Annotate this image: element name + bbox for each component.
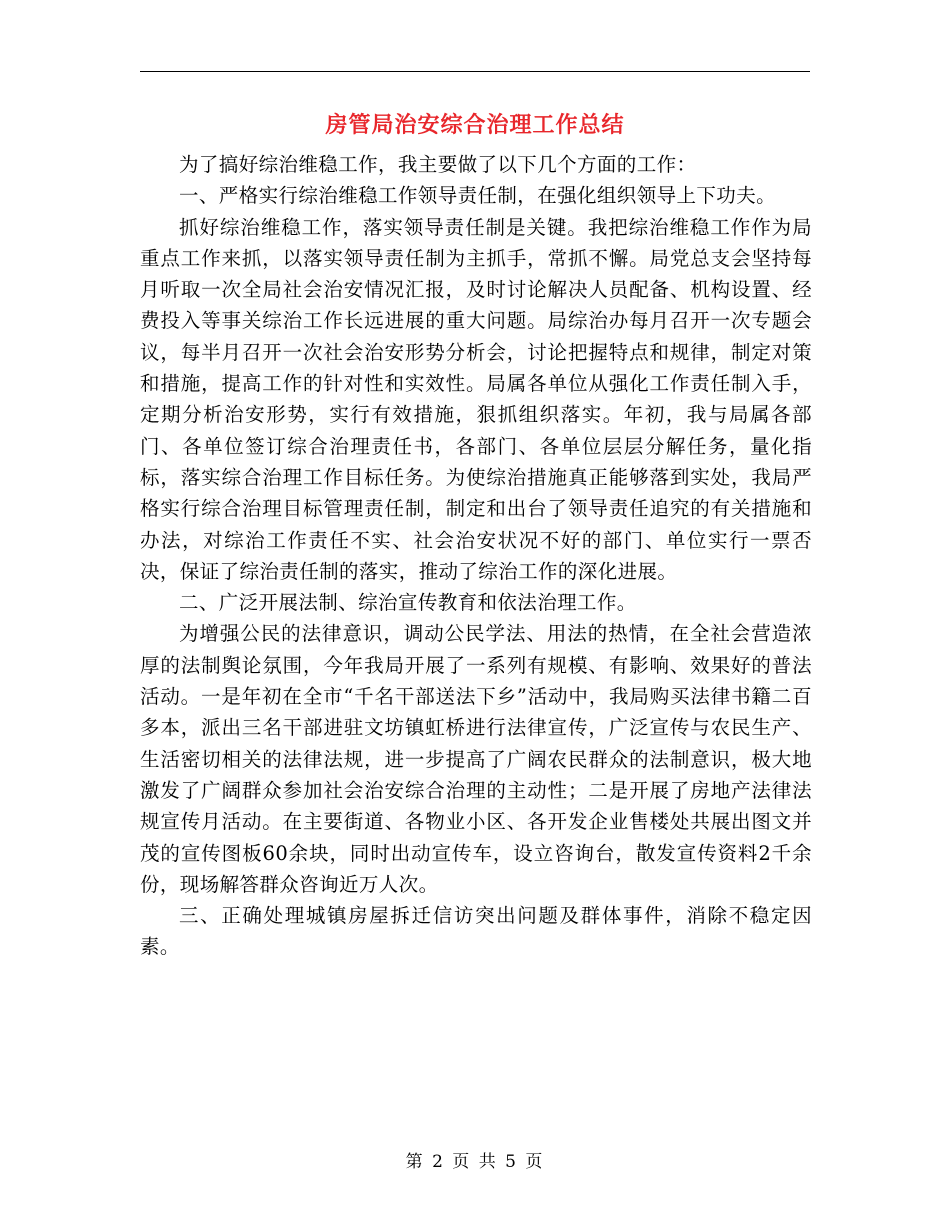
paragraph-section-2: 为增强公民的法律意识，调动公民学法、用法的热情，在全社会营造浓厚的法制舆论氛围，今年我局开展了一系列有规模、有影响、效果好的普法活动。一是年初在全市“千名干部送法下乡”活动中，我局购买法律书籍二百多本，派出三名干部进驻文坊镇虹桥进行法律宣传，广泛宣传与农民生产、生活密切相关的法律法规，进一步提高了广阔农民群众的法制意识，极大地激发了广阔群众参加社会治安综合治理的主动性；二是开展了房地产法律法规宣传月活动。在主要街道、各物业小区、各开发企业售楼处共展出图文并茂的宣传图板60余块，同时出动宣传车，设立咨询台，散发宣传资料2千余份，现场解答群众咨询近万人次。 [140, 622, 812, 896]
paragraph-heading-3: 三、正确处理城镇房屋拆迁信访突出问题及群体事件，消除不稳定因素。 [140, 904, 812, 959]
paragraph-heading-1: 一、严格实行综治维稳工作领导责任制，在强化组织领导上下功夫。 [179, 184, 777, 208]
page-number-footer: 第 2 页 共 5 页 [405, 1152, 545, 1172]
paragraph-intro: 为了搞好综治维稳工作，我主要做了以下几个方面的工作： [179, 153, 697, 176]
document-body [140, 149, 812, 963]
document-title: 房管局治安综合治理工作总结 [325, 113, 625, 138]
paragraph-heading-2: 二、广泛开展法制、综治宣传教育和依法治理工作。 [179, 591, 637, 615]
paragraph-section-1: 抓好综治维稳工作，落实领导责任制是关键。我把综治维稳工作作为局重点工作来抓，以落实领导责任制为主抓手，常抓不懈。局党总支会坚持每月听取一次全局社会治安情况汇报，及时讨论解决人员配备、机构设置、经费投入等事关综治工作长远进展的重大问题。局综治办每月召开一次专题会议，每半月召开一次社会治安形势分析会，讨论把握特点和规律，制定对策和措施，提高工作的针对性和实效性。局属各单位从强化工作责任制入手，定期分析治安形势，实行有效措施，狠抓组织落实。年初，我与局属各部门、各单位签订综合治理责任书，各部门、各单位层层分解任务，量化指标，落实综合治理工作目标任务。为使综治措施真正能够落到实处，我局严格实行综合治理目标管理责任制，制定和出台了领导责任追究的有关措施和办法，对综治工作责任不实、社会治安状况不好的部门、单位实行一票否决，保证了综治责任制的落实，推动了综治工作的深化进展。 [140, 215, 812, 583]
header-rule [140, 71, 810, 72]
